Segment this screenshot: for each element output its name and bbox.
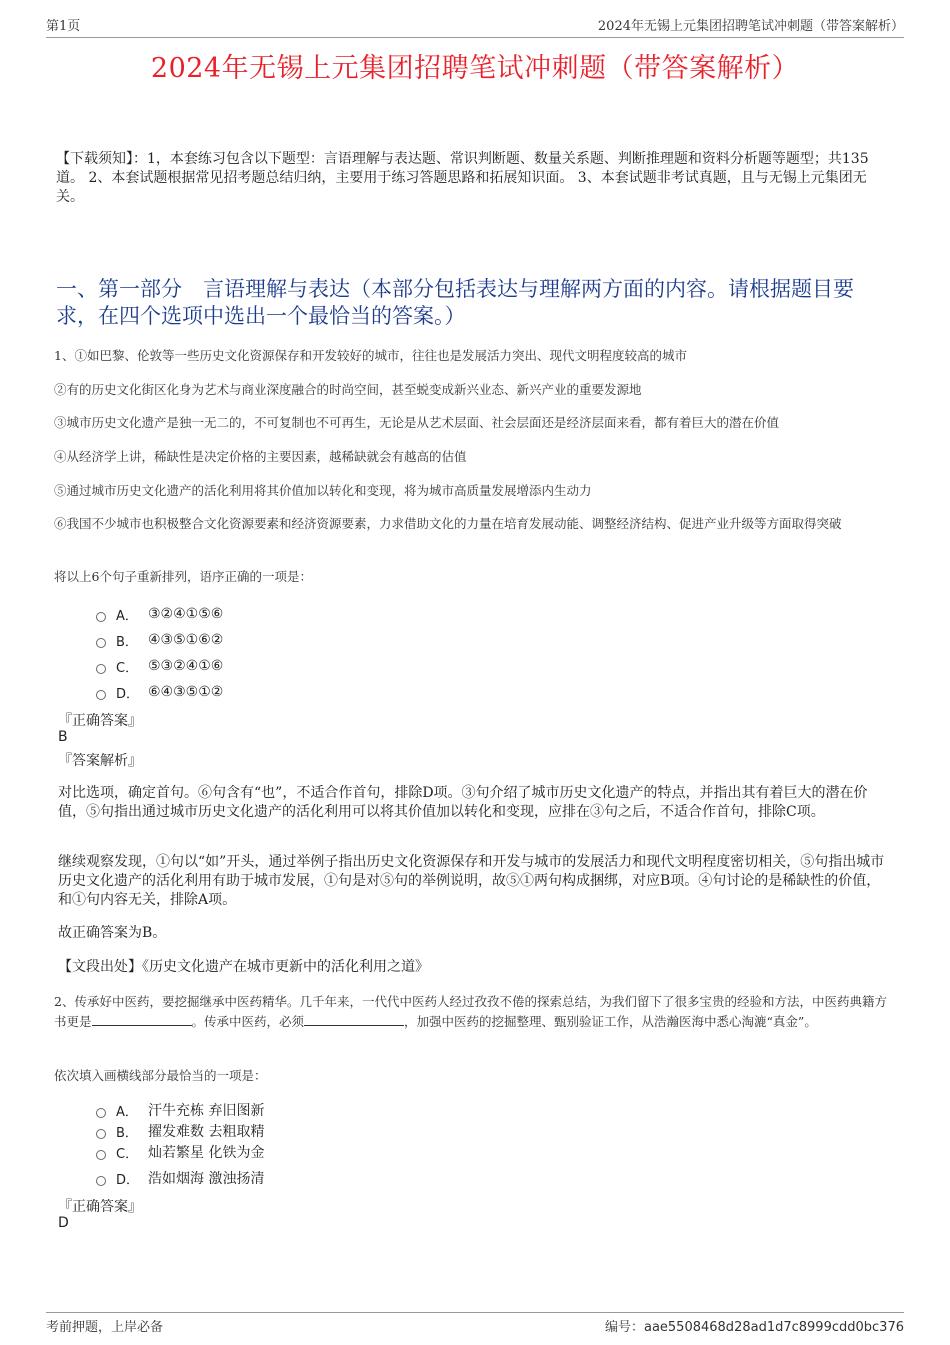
- q1-analysis-1: 对比选项，确定首句。⑥句含有“也”，不适合作首句，排除D项。③句介绍了城市历史文化遗产的特点，并指出其有着巨大的潜在价值，⑤句指出通过城市历史文化遗产的活化利用可以将其价值加以转化和变现，应排在③句之后，不适合作首句，排除C项。: [58, 785, 868, 820]
- document-title: 2024年无锡上元集团招聘笔试冲刺题（带答案解析）: [150, 53, 800, 84]
- q2-option-a[interactable]: A． 汗牛充栋 弃旧图新: [96, 1097, 264, 1123]
- q1-option-a[interactable]: A． ③②④①⑤⑥: [96, 601, 223, 627]
- q2-answer-label: 『正确答案』: [58, 1199, 142, 1215]
- q1-line-1: 1、①如巴黎、伦敦等一些历史文化资源保存和开发较好的城市，往往也是发展活力突出、现代文明程度较高的城市: [54, 348, 687, 363]
- radio-icon[interactable]: [96, 612, 106, 622]
- radio-icon[interactable]: [96, 1176, 106, 1186]
- q1-line-5: ⑤通过城市历史文化遗产的活化利用将其价值加以转化和变现，将为城市高质量发展增添内生动力: [54, 483, 592, 498]
- section-heading: 一、第一部分 言语理解与表达（本部分包括表达与理解两方面的内容。请根据题目要求，在四个选项中选出一个最恰当的答案。）: [56, 277, 854, 328]
- q1-option-b[interactable]: B． ④③⑤①⑥②: [96, 627, 223, 653]
- radio-icon[interactable]: [96, 1108, 106, 1118]
- q1-line-3: ③城市历史文化遗产是独一无二的，不可复制也不可再生，无论是从艺术层面、社会层面还是经济层面来看，都有着巨大的潜在价值: [54, 415, 780, 430]
- q1-analysis-label: 『答案解析』: [58, 753, 142, 769]
- q1-source: 【文段出处】《历史文化遗产在城市更新中的活化利用之道》: [58, 959, 429, 975]
- page-footer: [46, 1312, 904, 1335]
- q2-option-b[interactable]: B． 擢发难数 去粗取精: [96, 1123, 264, 1139]
- q2-text: 2、传承好中医药，要挖掘继承中医药精华。几千年来，一代代中医药人经过孜孜不倦的探索总结，为我们留下了很多宝贵的经验和方法，中医药典籍方书更是 。传承中医药，必须 ，加强中医药的挖掘整理、甄别验证工作，从浩瀚医海中悉心淘漉“真金”。: [54, 994, 887, 1029]
- radio-icon[interactable]: [96, 664, 106, 674]
- q1-answer: B: [58, 729, 68, 745]
- radio-icon[interactable]: [96, 1129, 106, 1139]
- radio-icon[interactable]: [96, 1150, 106, 1160]
- q1-answer-label: 『正确答案』: [58, 713, 142, 729]
- radio-icon[interactable]: [96, 690, 106, 700]
- q1-options: [96, 601, 223, 705]
- download-notice: 【下载须知】：1，本套练习包含以下题型：言语理解与表达题、常识判断题、数量关系题、判断推理题和资料分析题等题型；共135道。 2、本套试题根据常见招考题总结归纳，主要用于练习答题思路和拓展知识面。 3、本套试题非考试真题，且与无锡上元集团无关。: [56, 151, 869, 205]
- q1-line-2: ②有的历史文化街区化身为艺术与商业深度融合的时尚空间，甚至蜕变成新兴业态、新兴产业的重要发源地: [54, 382, 642, 397]
- header-doc-title: 2024年无锡上元集团招聘笔试冲刺题（带答案解析）: [597, 19, 904, 34]
- q1-line-4: ④从经济学上讲，稀缺性是决定价格的主要因素，越稀缺就会有越高的估值: [54, 449, 467, 464]
- q2-blank-1[interactable]: [92, 1013, 192, 1026]
- q2-option-d[interactable]: D． 浩如烟海 激浊扬清: [96, 1165, 264, 1191]
- q1-analysis-3: 故正确答案为B。: [58, 925, 167, 941]
- q2-option-c[interactable]: C． 灿若繁星 化铁为金: [96, 1139, 264, 1165]
- q1-analysis-2: 继续观察发现，①句以“如”开头，通过举例子指出历史文化资源保存和开发与城市的发展活力和现代文明程度密切相关，⑤句指出城市历史文化遗产的活化利用有助于城市发展，①句是对⑤句的举例说明，故⑤①两句构成捆绑，对应B项。④句讨论的是稀缺性的价值，和①句内容无关，排除A项。: [58, 854, 885, 908]
- q1-prompt: 将以上6个句子重新排列，语序正确的一项是：: [54, 569, 312, 584]
- q2-blank-2[interactable]: [304, 1013, 404, 1026]
- footer-serial: 编号：aae5508468d28ad1d7c8999cdd0bc376: [604, 1320, 904, 1335]
- q1-option-c[interactable]: C． ⑤③②④①⑥: [96, 653, 223, 679]
- q1-line-6: ⑥我国不少城市也积极整合文化资源要素和经济资源要素，力求借助文化的力量在培育发展动能、调整经济结构、促进产业升级等方面取得突破: [54, 516, 842, 531]
- q2-prompt: 依次填入画横线部分最恰当的一项是：: [54, 1068, 267, 1083]
- q1-option-d[interactable]: D． ⑥④③⑤①②: [96, 679, 223, 705]
- q2-answer: D: [58, 1215, 69, 1231]
- page-number: 第1页: [46, 19, 81, 34]
- radio-icon[interactable]: [96, 638, 106, 648]
- footer-slogan: 考前押题，上岸必备: [46, 1320, 164, 1335]
- page-header: [46, 14, 904, 38]
- q2-options: [96, 1097, 264, 1191]
